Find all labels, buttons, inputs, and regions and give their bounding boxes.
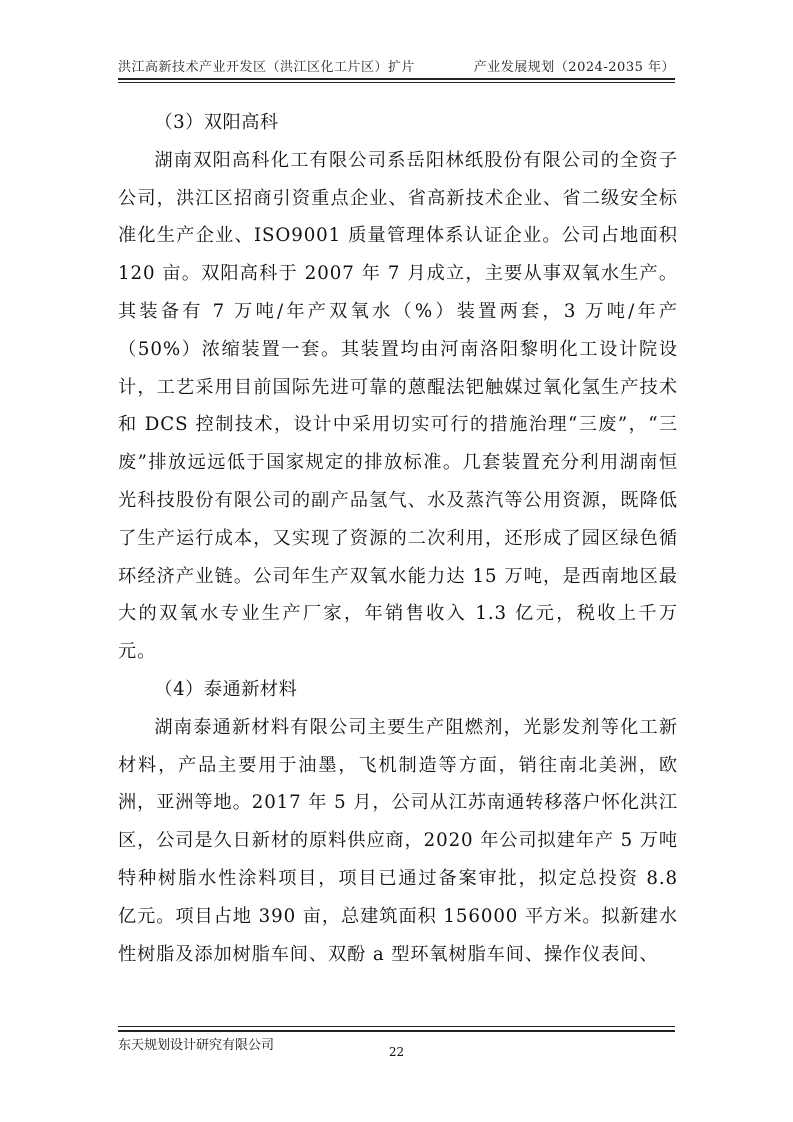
section-paragraph-shuangyang: 湖南双阳高科化工有限公司系岳阳林纸股份有限公司的全资子公司，洪江区招商引资重点企业、省高新技术企业、省二级安全标准化生产企业、ISO9001 质量管理体系认证企业。公司占地面积 120 亩。双阳高科于 2007 年 7 月成立，主要从事双氧水生产。其装备有 7 万吨/年产双氧水（%）装置两套，3 万吨/年产（50%）浓缩装置一套。其装置均由河南洛阳黎明化工设计院设计，工艺采用目前国际先进可靠的蒽醌法钯触媒过氧化氢生产技术和 DCS 控制技术，设计中采用切实可行的措施治理“三废”，“三废”排放远远低于国家规定的排放标准。几套装置充分利用湖南恒光科技股份有限公司的副产品氢气、水及蒸汽等公用资源，既降低了生产运行成本，又实现了资源的二次利用，还形成了园区绿色循环经济产业链。公司年生产双氧水能力达 15 万吨，是西南地区最大的双氧水专业生产厂家，年销售收入 1.3 亿元，税收上千万元。 — [118, 149, 678, 663]
header-rule-thin — [118, 82, 675, 83]
footer-rule — [118, 1030, 675, 1032]
footer-company-name: 东天规划设计研究有限公司 — [118, 1038, 275, 1053]
page-number: 22 — [388, 1045, 405, 1059]
page-body — [118, 104, 678, 973]
header-rule — [118, 78, 675, 80]
header-document-title: 洪江高新技术产业开发区（洪江区化工片区）扩片 — [118, 60, 416, 75]
section-heading-taitong: （4）泰通新材料 — [154, 678, 298, 700]
footer-rule-thin — [118, 1026, 675, 1027]
section-paragraph-taitong: 湖南泰通新材料有限公司主要生产阻燃剂，光影发剂等化工新材料，产品主要用于油墨，飞机制造等方面，销往南北美洲，欧洲，亚洲等地。2017 年 5 月，公司从江苏南通转移落户怀化洪江区，公司是久日新材的原料供应商，2020 年公司拟建年产 5 万吨特种树脂水性涂料项目，项目已通过备案审批，拟定总投资 8.8 亿元。项目占地 390 亩，总建筑面积 156000 平方米。拟新建水性树脂及添加树脂车间、双酚 a 型环氧树脂车间、操作仪表间、 — [118, 716, 678, 965]
section-heading-shuangyang: （3）双阳高科 — [154, 112, 279, 133]
page-header — [118, 52, 675, 76]
header-plan-title: 产业发展规划（2024-2035 年） — [473, 60, 675, 75]
